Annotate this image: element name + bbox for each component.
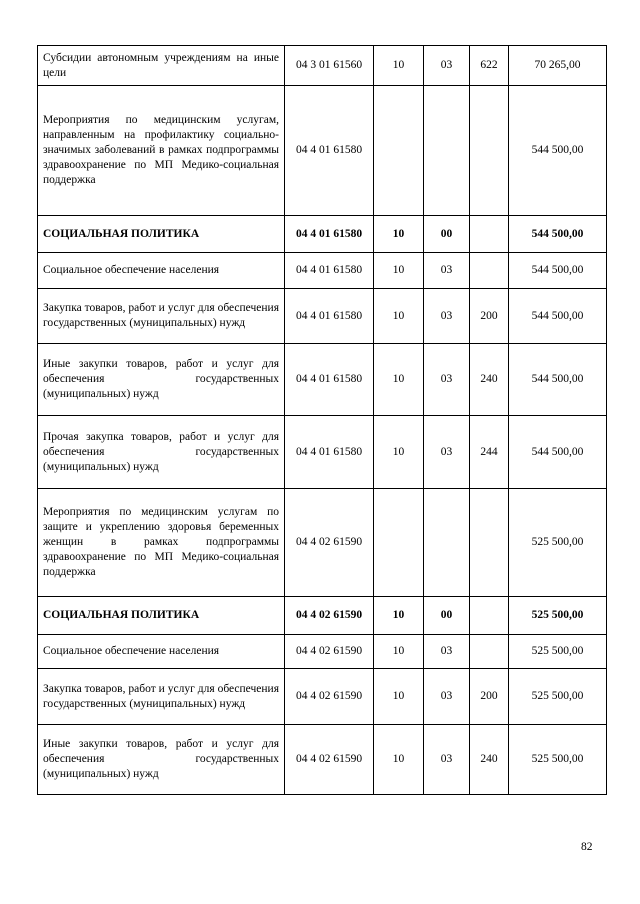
cell-name: Прочая закупка товаров, работ и услуг для обеспечения государственных (муниципальных) нужд [38,416,285,489]
cell-expense-type [470,216,509,253]
cell-expense-type [470,86,509,216]
cell-section: 10 [374,289,424,344]
cell-target-article: 04 3 01 61560 [285,46,374,86]
cell-section [374,86,424,216]
table-row [38,597,607,635]
table-row [38,635,607,669]
cell-sum: 544 500,00 [509,416,607,489]
cell-subsection: 03 [424,46,470,86]
cell-subsection: 03 [424,725,470,795]
cell-expense-type [470,597,509,635]
cell-name: Закупка товаров, работ и услуг для обеспечения государственных (муниципальных) нужд [38,669,285,725]
cell-name: Субсидии автономным учреждениям на иные цели [38,46,285,86]
table-row [38,86,607,216]
cell-expense-type: 240 [470,725,509,795]
table-row [38,725,607,795]
table-row [38,669,607,725]
cell-subsection [424,86,470,216]
cell-target-article: 04 4 01 61580 [285,216,374,253]
cell-name: Социальное обеспечение населения [38,253,285,289]
cell-expense-type: 200 [470,669,509,725]
cell-expense-type: 200 [470,289,509,344]
cell-name: Мероприятия по медицинским услугам, направленным на профилактику социально- значимых заболеваний в рамках подпрограммы здравоохранение по МП Медико-социальная поддержка [38,86,285,216]
cell-sum: 544 500,00 [509,289,607,344]
cell-name: Социальное обеспечение населения [38,635,285,669]
cell-subsection: 03 [424,344,470,416]
cell-subsection: 03 [424,416,470,489]
cell-expense-type [470,489,509,597]
table-row [38,344,607,416]
cell-sum: 525 500,00 [509,669,607,725]
table-row [38,416,607,489]
cell-sum: 525 500,00 [509,597,607,635]
page-number: 82 [581,841,593,853]
table-row [38,289,607,344]
cell-expense-type: 240 [470,344,509,416]
cell-name: СОЦИАЛЬНАЯ ПОЛИТИКА [38,216,285,253]
table-row [38,253,607,289]
cell-section [374,489,424,597]
cell-name: Мероприятия по медицинским услугам по защите и укреплению здоровья беременных женщин в рамках подпрограммы здравоохранение по МП Медико-социальная поддержка [38,489,285,597]
cell-expense-type: 622 [470,46,509,86]
cell-section: 10 [374,216,424,253]
table-body [38,46,607,795]
cell-target-article: 04 4 01 61580 [285,86,374,216]
cell-subsection: 00 [424,597,470,635]
budget-table [37,45,607,795]
cell-section: 10 [374,635,424,669]
cell-target-article: 04 4 02 61590 [285,489,374,597]
cell-target-article: 04 4 02 61590 [285,597,374,635]
cell-subsection: 00 [424,216,470,253]
cell-target-article: 04 4 02 61590 [285,669,374,725]
cell-section: 10 [374,253,424,289]
cell-name: Иные закупки товаров, работ и услуг для обеспечения государственных (муниципальных) нужд [38,344,285,416]
cell-sum: 544 500,00 [509,253,607,289]
cell-sum: 525 500,00 [509,489,607,597]
cell-expense-type [470,253,509,289]
cell-target-article: 04 4 01 61580 [285,416,374,489]
cell-target-article: 04 4 01 61580 [285,253,374,289]
cell-name: Иные закупки товаров, работ и услуг для обеспечения государственных (муниципальных) нужд [38,725,285,795]
cell-subsection: 03 [424,669,470,725]
cell-name: СОЦИАЛЬНАЯ ПОЛИТИКА [38,597,285,635]
cell-section: 10 [374,669,424,725]
table-row [38,46,607,86]
cell-sum: 525 500,00 [509,725,607,795]
cell-target-article: 04 4 01 61580 [285,344,374,416]
cell-subsection: 03 [424,253,470,289]
cell-section: 10 [374,725,424,795]
cell-subsection [424,489,470,597]
cell-subsection: 03 [424,635,470,669]
cell-section: 10 [374,597,424,635]
cell-target-article: 04 4 02 61590 [285,725,374,795]
cell-expense-type: 244 [470,416,509,489]
cell-sum: 544 500,00 [509,344,607,416]
cell-sum: 70 265,00 [509,46,607,86]
cell-subsection: 03 [424,289,470,344]
cell-sum: 544 500,00 [509,216,607,253]
cell-target-article: 04 4 01 61580 [285,289,374,344]
cell-name: Закупка товаров, работ и услуг для обеспечения государственных (муниципальных) нужд [38,289,285,344]
cell-section: 10 [374,46,424,86]
cell-section: 10 [374,344,424,416]
table-row [38,489,607,597]
cell-sum: 525 500,00 [509,635,607,669]
cell-expense-type [470,635,509,669]
cell-section: 10 [374,416,424,489]
table-row [38,216,607,253]
cell-target-article: 04 4 02 61590 [285,635,374,669]
cell-sum: 544 500,00 [509,86,607,216]
